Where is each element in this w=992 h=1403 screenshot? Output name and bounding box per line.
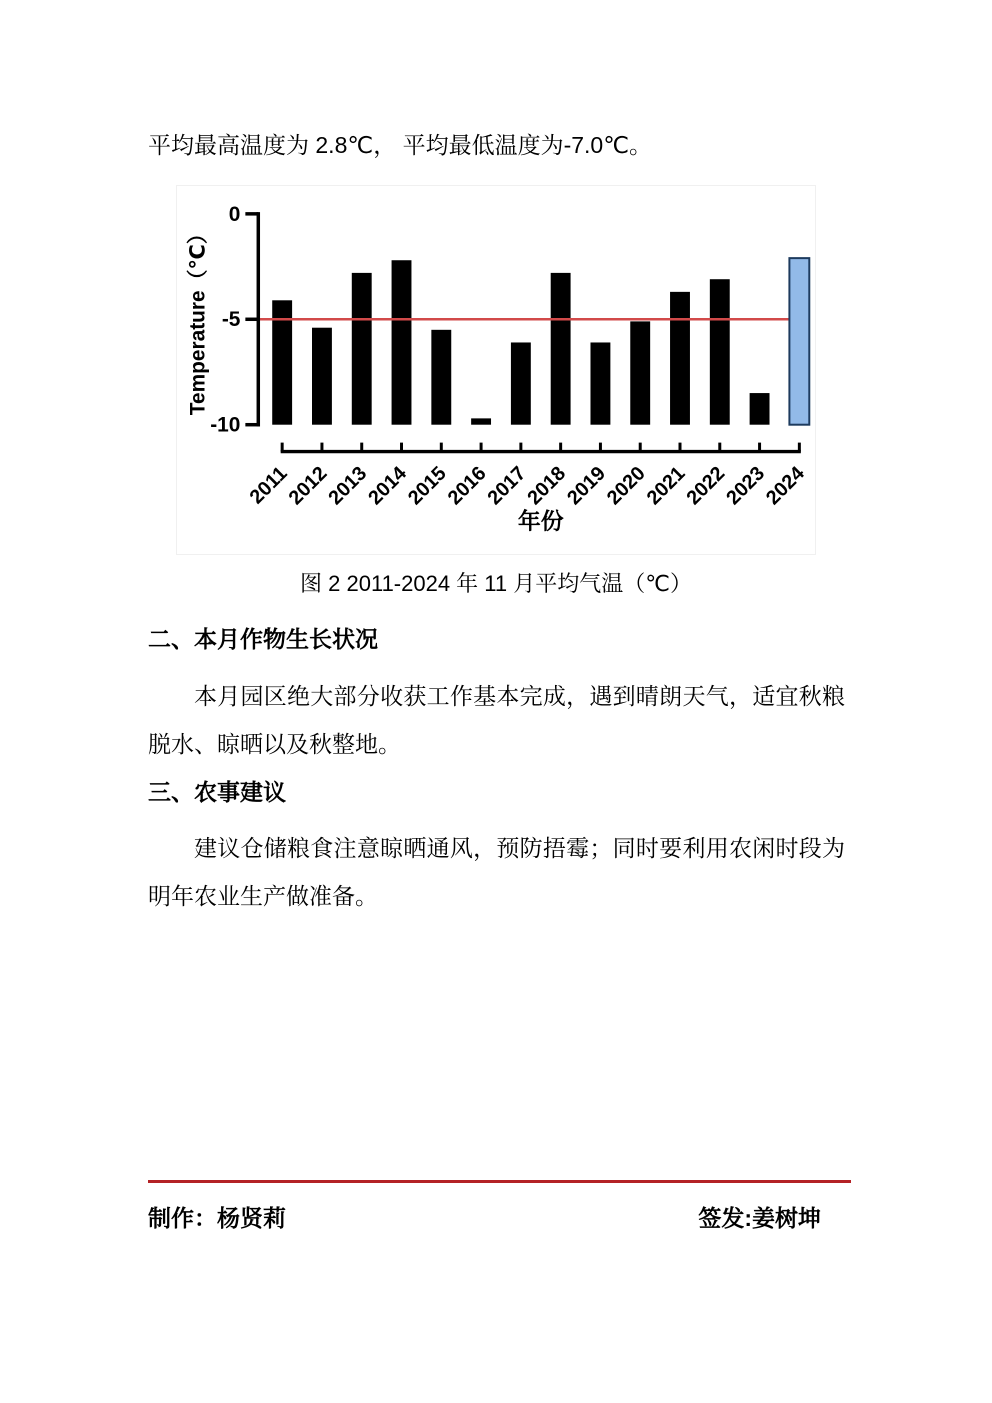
svg-text:2022: 2022 <box>682 462 730 510</box>
footer-divider-line <box>148 1180 851 1183</box>
svg-text:2011: 2011 <box>245 462 292 509</box>
svg-text:-5: -5 <box>221 308 241 332</box>
svg-text:年份: 年份 <box>517 508 564 535</box>
svg-text:2014: 2014 <box>364 462 412 510</box>
svg-text:2019: 2019 <box>563 462 610 510</box>
svg-text:2023: 2023 <box>722 462 770 510</box>
section-body-farming-advice: 建议仓储粮食注意晾晒通风，预防捂霉；同时要利用农闲时段为明年农业生产做准备。 <box>148 835 845 909</box>
svg-text:2015: 2015 <box>403 462 451 510</box>
section-body-crop-growth: 本月园区绝大部分收获工作基本完成，遇到晴朗天气，适宜秋粮脱水、晾晒以及秋整地。 <box>148 683 845 757</box>
svg-text:2018: 2018 <box>523 462 571 510</box>
svg-text:2024: 2024 <box>762 462 809 510</box>
svg-text:2020: 2020 <box>602 462 650 510</box>
svg-text:2013: 2013 <box>324 462 372 510</box>
svg-text:2016: 2016 <box>443 462 491 510</box>
svg-text:2012: 2012 <box>284 462 332 510</box>
footer <box>148 1203 851 1233</box>
svg-text:0: 0 <box>228 202 241 226</box>
intro-text: 平均最高温度为 2.8℃， 平均最低温度为-7.0℃。 <box>148 132 653 158</box>
svg-text:2021: 2021 <box>642 462 690 510</box>
temperature-figure <box>176 185 816 555</box>
figure-caption: 图 2 2011-2024 年 11 月平均气温（℃） <box>300 571 692 596</box>
section-heading-farming-advice: 三、农事建议 <box>148 779 286 805</box>
svg-text:Temperature（℃）: Temperature（℃） <box>186 223 210 416</box>
temperature-chart <box>177 186 815 554</box>
footer-issuer-name: 签发:姜树坤 <box>698 1205 821 1231</box>
svg-text:-10: -10 <box>210 413 241 437</box>
footer-maker-name: 制作：杨贤莉 <box>148 1205 286 1231</box>
section-heading-crop-growth: 二、本月作物生长状况 <box>148 626 378 652</box>
svg-text:2017: 2017 <box>483 462 531 510</box>
